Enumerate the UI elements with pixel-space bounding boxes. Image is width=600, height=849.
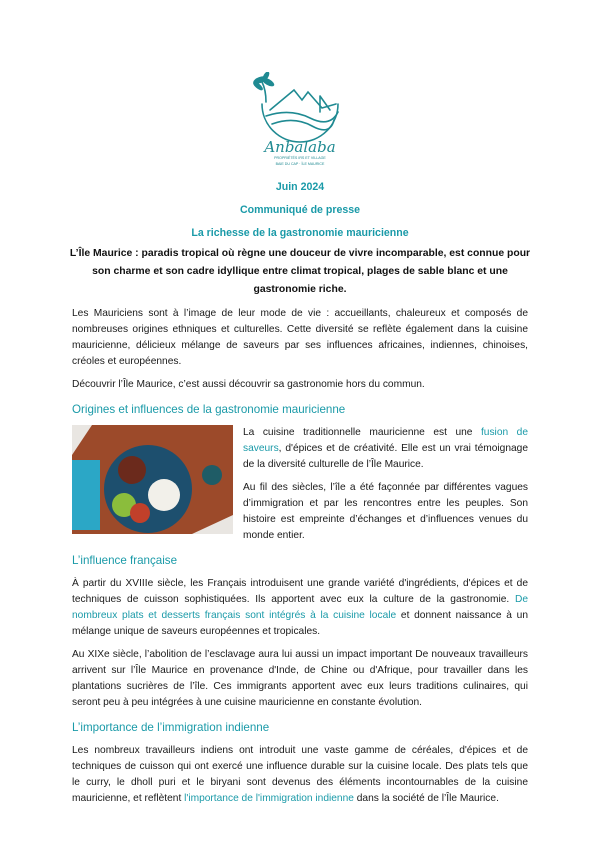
paragraph: À partir du XVIIIe siècle, les Français introduisent une grande variété d'ingrédients, d'épices et de techniques de cuisson sophistiquées. Ils apportent avec eux la culture de la gastronomie. De nombreux plats et desserts français sont intégrés à la cuisine locale et donnent naissance à un mélange unique de saveurs européennes et tropicales. [72,578,528,637]
release-type: Communiqué de presse [239,204,361,216]
svg-text:Anbalaba: Anbalaba [264,138,336,156]
french-dishes-link[interactable]: De nombreux plats et desserts français sont intégrés à la cuisine locale [72,594,528,621]
paragraph: La cuisine traditionnelle mauricienne est une fusion de saveurs, d'épices et de créativité. Elle est un vrai témoignage de la diversité culturelle de l’Île Maurice. [243,427,528,470]
svg-text:BAIE DU CAP · ÎLE MAURICE: BAIE DU CAP · ÎLE MAURICE [275,162,325,166]
paragraph: Au fil des siècles, l’île a été façonnée par différentes vagues d’immigration et par les rencontres entre les peuples. Son histoire est empreinte d’échanges et d’influences venues du monde entier. [243,482,528,541]
section-heading: L’importance de l’immigration indienne [72,721,270,734]
paragraph: Les nombreux travailleurs indiens ont introduit une vaste gamme de céréales, d'épices et de techniques de cuisson qui ont exercé une influence durable sur la cuisine locale. Des plats tels que le curry, le dholl puri et le biryani sont devenus des éléments incontournables de la cuisine mauricienne, et reflètent l'importance de l'immigration indienne dans la société de l’Île Maurice. [72,745,528,804]
svg-text:PROPRIÉTÉS IRS ET VILLAGE: PROPRIÉTÉS IRS ET VILLAGE [274,156,326,160]
release-date: Juin 2024 [275,181,325,193]
fusion-link[interactable]: fusion de saveurs [243,427,528,454]
page-title: La richesse de la gastronomie mauricienne [191,227,409,239]
paragraph: Au XIXe siècle, l’abolition de l’esclavage aura lui aussi un impact important De nouveaux travailleurs arrivent sur l’Île Maurice en provenance d'Inde, de Chine ou d'Afrique, pour travailler dans les plantations sucrières de l’île. Ces immigrants apportent avec eux leurs traditions culinaires, qui seront peu à peu intégrées à une cuisine mauricienne en constante évolution. [72,649,528,708]
lead-paragraph: L’Île Maurice : paradis tropical où règne une douceur de vivre incomparable, est connue pour son charme et son cadre idyllique entre climat tropical, plages de sable blanc et une gastronomie riche. [69,248,531,295]
image-text-row [72,425,528,544]
section-heading: L’influence française [72,554,178,567]
anbalaba-logo [250,72,350,168]
image-side-text [243,425,528,544]
section-heading: Origines et influences de la gastronomie mauricienne [72,403,346,416]
intro-paragraph: Les Mauriciens sont à l’image de leur mode de vie : accueillants, chaleureux et composés de nombreuses origines ethniques et culturelles. Cette diversité se reflète également dans la cuisine mauricienne, délicieux mélange de saveurs par ses influences africaines, indiennes, chinoises, créoles et européennes. [72,308,528,367]
food-photo [72,425,233,534]
intro-paragraph: Découvrir l’Île Maurice, c’est aussi découvrir sa gastronomie hors du commun. [72,379,425,390]
indian-immigration-link[interactable]: l'importance de l'immigration indienne [184,793,354,804]
